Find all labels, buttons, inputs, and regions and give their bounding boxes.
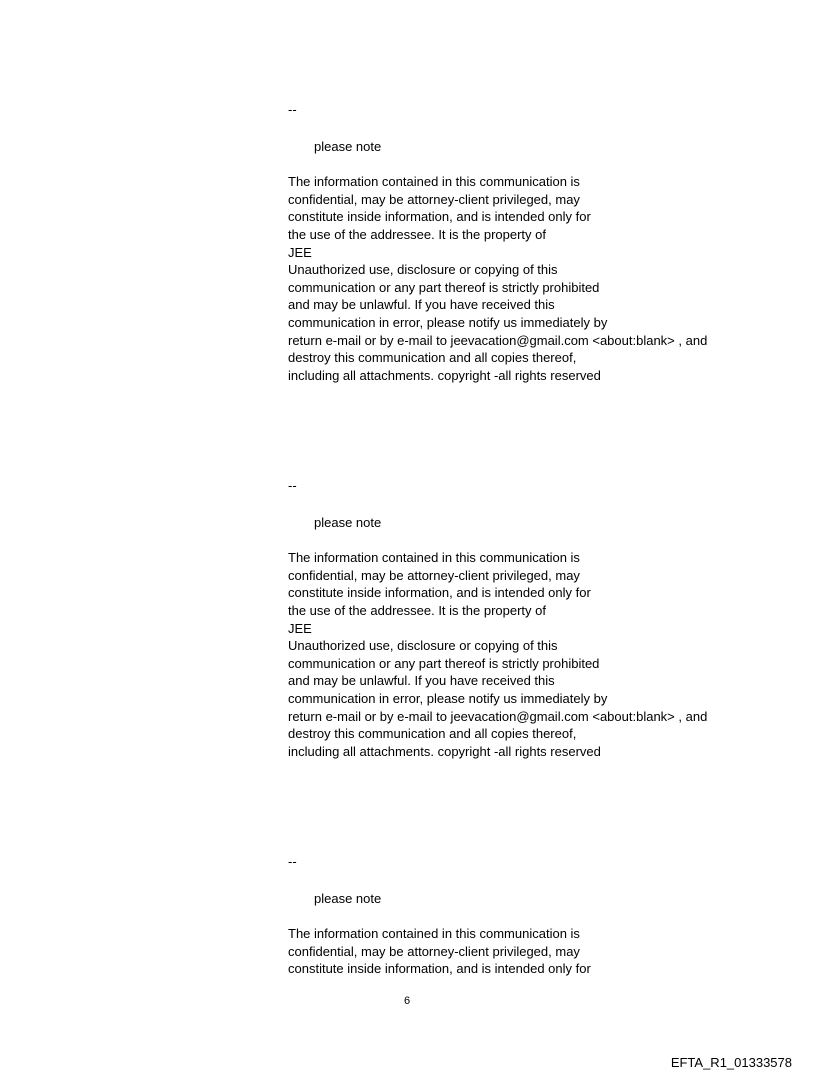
disclaimer-block-3 bbox=[288, 853, 748, 978]
text-line: confidential, may be attorney-client privileged, may bbox=[288, 191, 580, 207]
text-line: constitute inside information, and is intended only for bbox=[288, 585, 591, 601]
separator: -- bbox=[288, 478, 297, 493]
disclaimer-text bbox=[288, 173, 748, 384]
text-line: return e-mail or by e-mail to jeevacation@gmail.com <about:blank> , and bbox=[288, 332, 708, 348]
note-heading: please note bbox=[314, 514, 382, 530]
separator: -- bbox=[288, 102, 297, 117]
text-line: The information contained in this communication is bbox=[288, 174, 580, 190]
text-line: communication in error, please notify us immediately by bbox=[288, 314, 608, 330]
page-number: 6 bbox=[403, 995, 411, 1007]
separator: -- bbox=[288, 854, 297, 869]
text-line: destroy this communication and all copies thereof, bbox=[288, 350, 577, 366]
text-line: and may be unlawful. If you have received this bbox=[288, 297, 555, 313]
text-line: The information contained in this communication is bbox=[288, 550, 580, 566]
text-line: the use of the addressee. It is the property of bbox=[288, 226, 546, 242]
note-heading: please note bbox=[314, 890, 382, 906]
disclaimer-block-1 bbox=[288, 101, 748, 384]
text-line: JEE bbox=[288, 620, 312, 636]
text-line: including all attachments. copyright -all rights reserved bbox=[288, 743, 601, 759]
text-line: return e-mail or by e-mail to jeevacation@gmail.com <about:blank> , and bbox=[288, 708, 708, 724]
text-line: confidential, may be attorney-client privileged, may bbox=[288, 567, 580, 583]
text-line: constitute inside information, and is intended only for bbox=[288, 209, 591, 225]
text-line: the use of the addressee. It is the property of bbox=[288, 602, 546, 618]
text-line: Unauthorized use, disclosure or copying of this bbox=[288, 638, 558, 654]
disclaimer-block-2 bbox=[288, 477, 748, 760]
text-line: including all attachments. copyright -all rights reserved bbox=[288, 367, 601, 383]
text-line: JEE bbox=[288, 244, 312, 260]
disclaimer-text bbox=[288, 549, 748, 760]
text-line: and may be unlawful. If you have received this bbox=[288, 673, 555, 689]
text-line: destroy this communication and all copies thereof, bbox=[288, 726, 577, 742]
text-line: communication or any part thereof is strictly prohibited bbox=[288, 279, 600, 295]
text-line: confidential, may be attorney-client privileged, may bbox=[288, 943, 580, 959]
note-heading: please note bbox=[314, 138, 382, 154]
disclaimer-text bbox=[288, 925, 748, 978]
text-line: The information contained in this communication is bbox=[288, 926, 580, 942]
text-line: communication or any part thereof is strictly prohibited bbox=[288, 655, 600, 671]
document-id: EFTA_R1_01333578 bbox=[670, 1055, 792, 1070]
text-line: constitute inside information, and is intended only for bbox=[288, 961, 591, 977]
text-line: Unauthorized use, disclosure or copying of this bbox=[288, 262, 558, 278]
text-line: communication in error, please notify us immediately by bbox=[288, 690, 608, 706]
